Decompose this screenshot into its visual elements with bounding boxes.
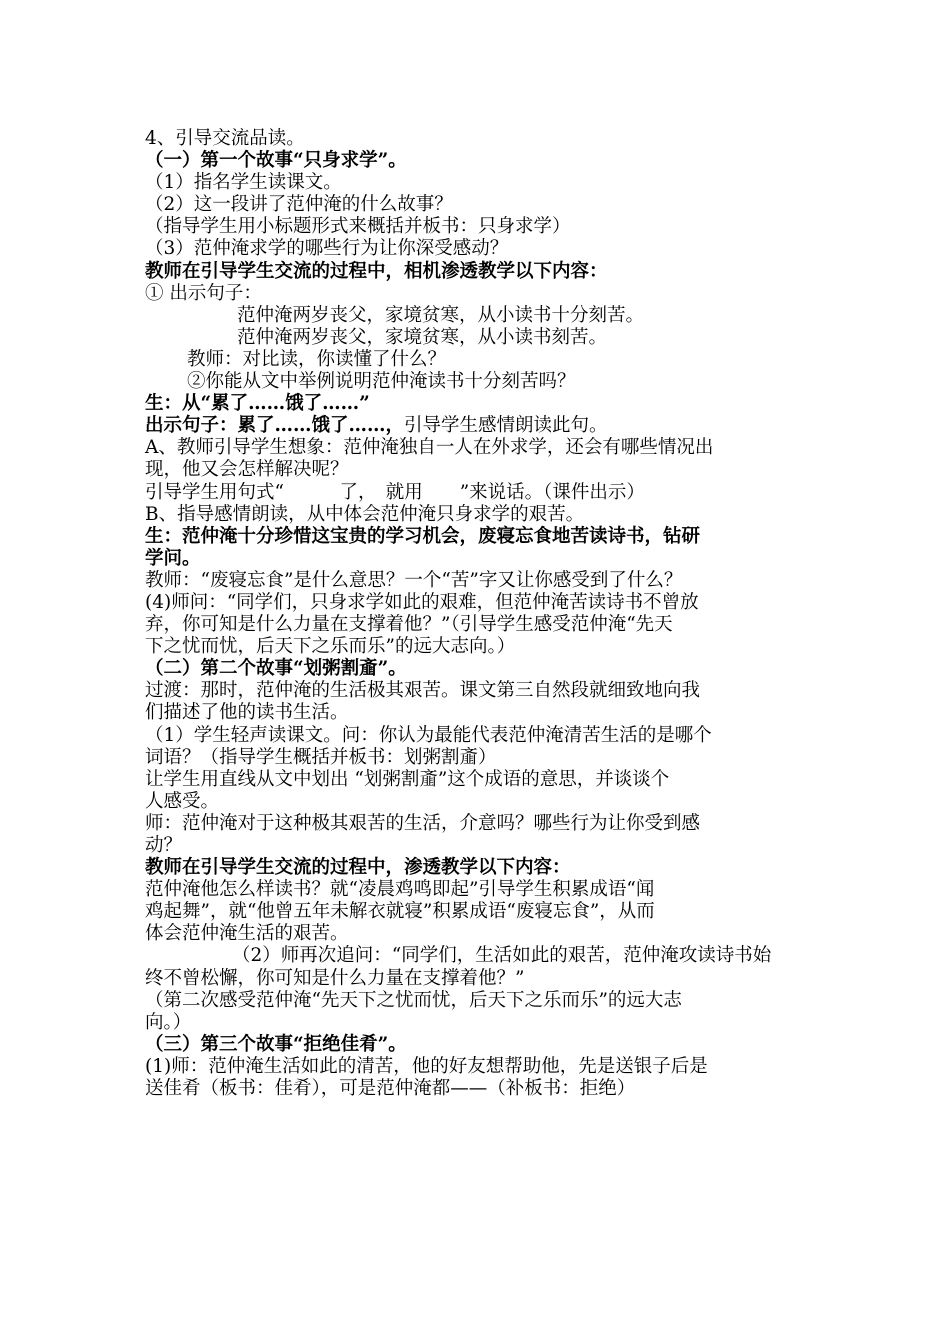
text-line: (4)师问：“同学们，只身求学如此的艰难，但范仲淹苦读诗书不曾放 — [145, 591, 699, 613]
text-line: 们描述了他的读书生活。 — [145, 702, 349, 724]
text-line: 动？ — [145, 835, 183, 856]
text-line: 向。） — [145, 1011, 192, 1033]
text-line: 现，他又会怎样解决呢？ — [145, 459, 349, 481]
text-line: 鸡起舞”，就“他曾五年未解衣就寝”积累成语“废寝忘食”，从而 — [145, 901, 655, 923]
text-line: （1）指名学生读课文。 — [145, 172, 342, 194]
text-line: 终不曾松懈，你可知是什么力量在支撑着他？” — [145, 967, 525, 989]
mixed-line — [145, 415, 825, 437]
section-heading-story-1: （一）第一个故事“只身求学”。 — [145, 150, 407, 172]
text-line: 过渡：那时，范仲淹的生活极其艰苦。课文第三自然段就细致地向我 — [145, 680, 701, 702]
text-line: 词语？（指导学生概括并板书：划粥割齑） — [145, 746, 497, 768]
text-line: ① 出示句子： — [145, 282, 262, 304]
text-line: 引导学生用句式“ 了， 就用 ”来说话。（课件出示） — [145, 481, 645, 503]
bold-line: 教师在引导学生交流的过程中，相机渗透教学以下内容： — [145, 260, 608, 282]
section-heading-story-3: （三）第三个故事“拒绝佳肴”。 — [145, 1033, 407, 1055]
text-line: B、指导感情朗读，从中体会范仲淹只身求学的艰苦。 — [145, 503, 585, 525]
section-heading-story-2: （二）第二个故事“划粥割齑”。 — [145, 658, 407, 680]
text-line: A、教师引导学生想象：范仲淹独自一人在外求学，还会有哪些情况出 — [145, 437, 714, 459]
bold-line: 教师在引导学生交流的过程中，渗透教学以下内容： — [145, 857, 571, 879]
text-line: 送佳肴（板书：佳肴），可是范仲淹都——（补板书：拒绝） — [145, 1078, 636, 1100]
text-line: （3）范仲淹求学的哪些行为让你深受感动？ — [145, 238, 509, 260]
text-line: 教师：对比读，你读懂了什么？ — [187, 348, 447, 370]
text-line: 师：范仲淹对于这种极其艰苦的生活，介意吗？哪些行为让你受到感 — [145, 812, 701, 834]
plain-span: 引导学生感情朗读此句。 — [404, 415, 608, 437]
text-line: （1）学生轻声读课文。问：你认为最能代表范仲淹清苦生活的是哪个 — [145, 724, 712, 746]
text-line: （2）这一段讲了范仲淹的什么故事？ — [145, 194, 453, 216]
example-sentence: 范仲淹两岁丧父，家境贫寒，从小读书刻苦。 — [237, 326, 608, 348]
bold-line: 生：从“累了……饿了……” — [145, 393, 370, 415]
step-heading: 4、引导交流品读。 — [145, 128, 305, 149]
text-line: （第二次感受范仲淹“先天下之忧而忧，后天下之乐而乐”的远大志 — [145, 989, 682, 1011]
document-body — [145, 128, 825, 1100]
text-line: 让学生用直线从文中划出 “划粥割齑”这个成语的意思，并谈谈个 — [145, 768, 670, 790]
text-line: 教师：“废寝忘食”是什么意思？一个“苦”字又让你感受到了什么？ — [145, 569, 683, 591]
bold-span: 出示句子：累了……饿了……， — [145, 415, 405, 437]
text-line: 人感受。 — [145, 790, 220, 812]
text-line: 范仲淹他怎么样读书？就“凌晨鸡鸣即起”引导学生积累成语“闻 — [145, 879, 655, 901]
example-sentence: 范仲淹两岁丧父，家境贫寒，从小读书十分刻苦。 — [237, 304, 645, 326]
bold-line: 生：范仲淹十分珍惜这宝贵的学习机会，废寝忘食地苦读诗书，钻研 — [145, 525, 701, 547]
text-line: （指导学生用小标题形式来概括并板书：只身求学） — [145, 216, 571, 238]
bold-line: 学问。 — [145, 547, 201, 569]
text-line: （2）师再次追问：“同学们，生活如此的艰苦，范仲淹攻读诗书始 — [232, 945, 772, 967]
text-line: 弃，你可知是什么力量在支撑着他？”（引导学生感受范仲淹“先天 — [145, 614, 673, 636]
text-line: ②你能从文中举例说明范仲淹读书十分刻苦吗？ — [187, 371, 576, 393]
text-line: 体会范仲淹生活的艰苦。 — [145, 923, 349, 945]
text-line: 下之忧而忧，后天下之乐而乐”的远大志向。） — [145, 636, 516, 658]
text-line: (1)师：范仲淹生活如此的清苦，他的好友想帮助他，先是送银子后是 — [145, 1055, 708, 1077]
